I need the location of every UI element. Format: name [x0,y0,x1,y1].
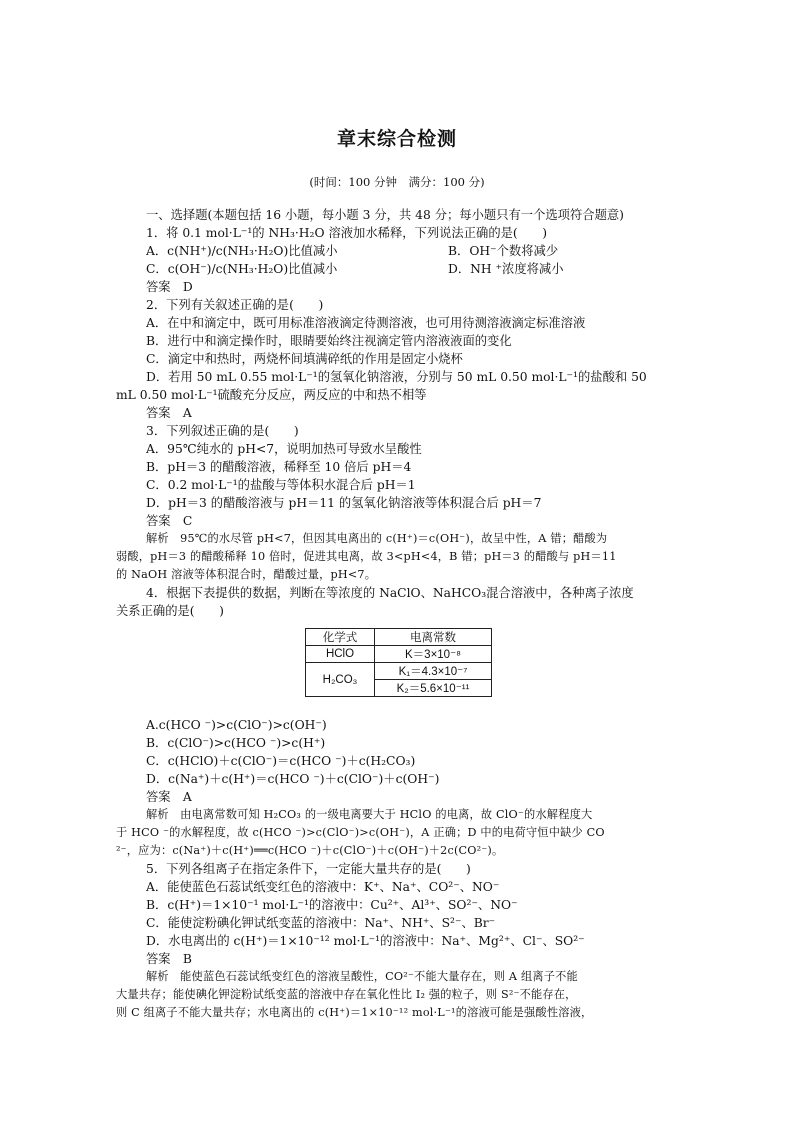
q4-option-a: A.c(HCO ⁻)>c(ClO⁻)>c(OH⁻) [146,718,327,732]
section-heading: 一、选择题(本题包括 16 小题，每小题 3 分，共 48 分；每小题只有一个选项符合题意) [146,208,624,222]
question-4: 4．根据下表提供的数据，判断在等浓度的 NaClO、NaHCO₃混合溶液中，各种离子浓度 [146,586,634,600]
table-cell: HClO [306,646,375,663]
question-2: 2．下列有关叙述正确的是( ) [146,298,324,312]
q3-explanation: 解析 95℃的水尽管 pH<7，但因其电离出的 c(H⁺)＝c(OH⁻)，故呈中性，A 错；醋酸为 [146,532,608,545]
q4-explanation-cont: ²⁻，应为：c(Na⁺)＋c(H⁺)══c(HCO ⁻)＋c(ClO⁻)＋c(OH⁻)＋2c(CO²⁻)。 [116,844,504,857]
q2-option-a: A．在中和滴定中，既可用标准溶液滴定待测溶液，也可用待测溶液滴定标准溶液 [146,316,586,330]
q1-option-d: D．NH ⁺浓度将减小 [448,262,564,276]
q5-option-a: A．能使蓝色石蕊试纸变红色的溶液中：K⁺、Na⁺、CO²⁻、NO⁻ [146,880,500,894]
table-header: 化学式 [306,629,375,646]
q2-answer: 答案 A [146,406,192,420]
q3-option-d: D．pH＝3 的醋酸溶液与 pH＝11 的氢氧化钠溶液等体积混合后 pH＝7 [146,496,542,510]
q1-option-b: B．OH⁻个数将减少 [448,244,559,258]
ionization-table-wrap [146,620,680,716]
question-5: 5．下列各组离子在指定条件下，一定能大量共存的是( ) [146,862,471,876]
q3-explanation-cont: 的 NaOH 溶液等体积混合时，醋酸过量，pH<7。 [116,568,377,581]
question-body [116,206,680,1022]
q4-explanation: 解析 由电离常数可知 H₂CO₃ 的一级电离要大于 HClO 的电离，故 ClO⁻的水解程度大 [146,808,593,821]
ionization-constant-table [305,628,492,697]
q4-answer: 答案 A [146,790,192,804]
q4-option-c: C．c(HClO)＋c(ClO⁻)＝c(HCO ⁻)＋c(H₂CO₃) [146,754,416,768]
question-1: 1．将 0.1 mol·L⁻¹的 NH₃·H₂O 溶液加水稀释，下列说法正确的是( ) [146,226,548,240]
q2-option-c: C．滴定中和热时，两烧杯间填满碎纸的作用是固定小烧杯 [146,352,463,366]
q3-option-a: A．95℃纯水的 pH<7，说明加热可导致水呈酸性 [146,442,422,456]
q1-options-row1 [146,242,680,260]
q1-options-row2 [146,260,680,278]
table-cell: K₁＝4.3×10⁻⁷ [375,663,492,680]
q2-option-d: D．若用 50 mL 0.55 mol·L⁻¹的氢氧化钠溶液，分别与 50 mL 0.50 mol·L⁻¹的盐酸和 50 [146,370,647,384]
q5-option-b: B．c(H⁺)＝1×10⁻¹ mol·L⁻¹的溶液中：Cu²⁺、Al³⁺、SO²⁻、NO⁻ [146,898,518,912]
table-row [306,629,492,646]
time-score-note: (时间：100 分钟 满分：100 分) [309,175,485,189]
table-cell: H₂CO₃ [306,663,375,697]
question-4-cont: 关系正确的是( ) [116,604,224,618]
table-row [306,646,492,663]
q1-option-a: A．c(NH⁺)/c(NH₃·H₂O)比值减小 [146,244,338,258]
q5-explanation: 解析 能使蓝色石蕊试纸变红色的溶液呈酸性，CO²⁻不能大量存在，则 A 组离子不能 [146,970,578,983]
q4-option-d: D．c(Na⁺)＋c(H⁺)＝c(HCO ⁻)＋c(ClO⁻)＋c(OH⁻) [146,772,440,786]
q1-answer: 答案 D [146,280,193,294]
q5-option-d: D．水电离出的 c(H⁺)＝1×10⁻¹² mol·L⁻¹的溶液中：Na⁺、Mg²⁺、Cl⁻、SO²⁻ [146,934,585,948]
q3-option-c: C．0.2 mol·L⁻¹的盐酸与等体积水混合后 pH＝1 [146,478,416,492]
table-cell: K₂＝5.6×10⁻¹¹ [375,680,492,697]
q5-explanation-cont: 则 C 组离子不能大量共存；水电离出的 c(H⁺)＝1×10⁻¹² mol·L⁻¹的溶液可能是强酸性溶液， [116,1006,593,1019]
q5-option-c: C．能使淀粉碘化钾试纸变蓝的溶液中：Na⁺、NH⁺、S²⁻、Br⁻ [146,916,496,930]
q3-answer: 答案 C [146,514,193,528]
q2-option-b: B．进行中和滴定操作时，眼睛要始终注视滴定管内溶液液面的变化 [146,334,512,348]
table-row [306,663,492,680]
q4-explanation-cont: 于 HCO ⁻的水解程度，故 c(HCO ⁻)>c(ClO⁻)>c(OH⁻)，A 正确；D 中的电荷守恒中缺少 CO [116,826,605,839]
table-header: 电离常数 [375,629,492,646]
question-3: 3．下列叙述正确的是( ) [146,424,299,438]
q5-answer: 答案 B [146,952,192,966]
q4-option-b: B．c(ClO⁻)>c(HCO ⁻)>c(H⁺) [146,736,326,750]
q2-option-d-cont: mL 0.50 mol·L⁻¹硫酸充分反应，两反应的中和热不相等 [116,388,427,402]
page-title: 章末综合检测 [336,128,457,150]
table-cell: K＝3×10⁻⁸ [375,646,492,663]
q1-option-c: C．c(OH⁻)/c(NH₃·H₂O)比值减小 [146,262,338,276]
q3-option-b: B．pH＝3 的醋酸溶液，稀释至 10 倍后 pH＝4 [146,460,412,474]
q5-explanation-cont: 大量共存；能使碘化钾淀粉试纸变蓝的溶液中存在氧化性比 I₂ 强的粒子，则 S²⁻不能存在， [116,988,577,1001]
q3-explanation-cont: 弱酸，pH＝3 的醋酸稀释 10 倍时，促进其电离，故 3<pH<4，B 错；pH＝3 的醋酸与 pH＝11 [116,550,617,563]
